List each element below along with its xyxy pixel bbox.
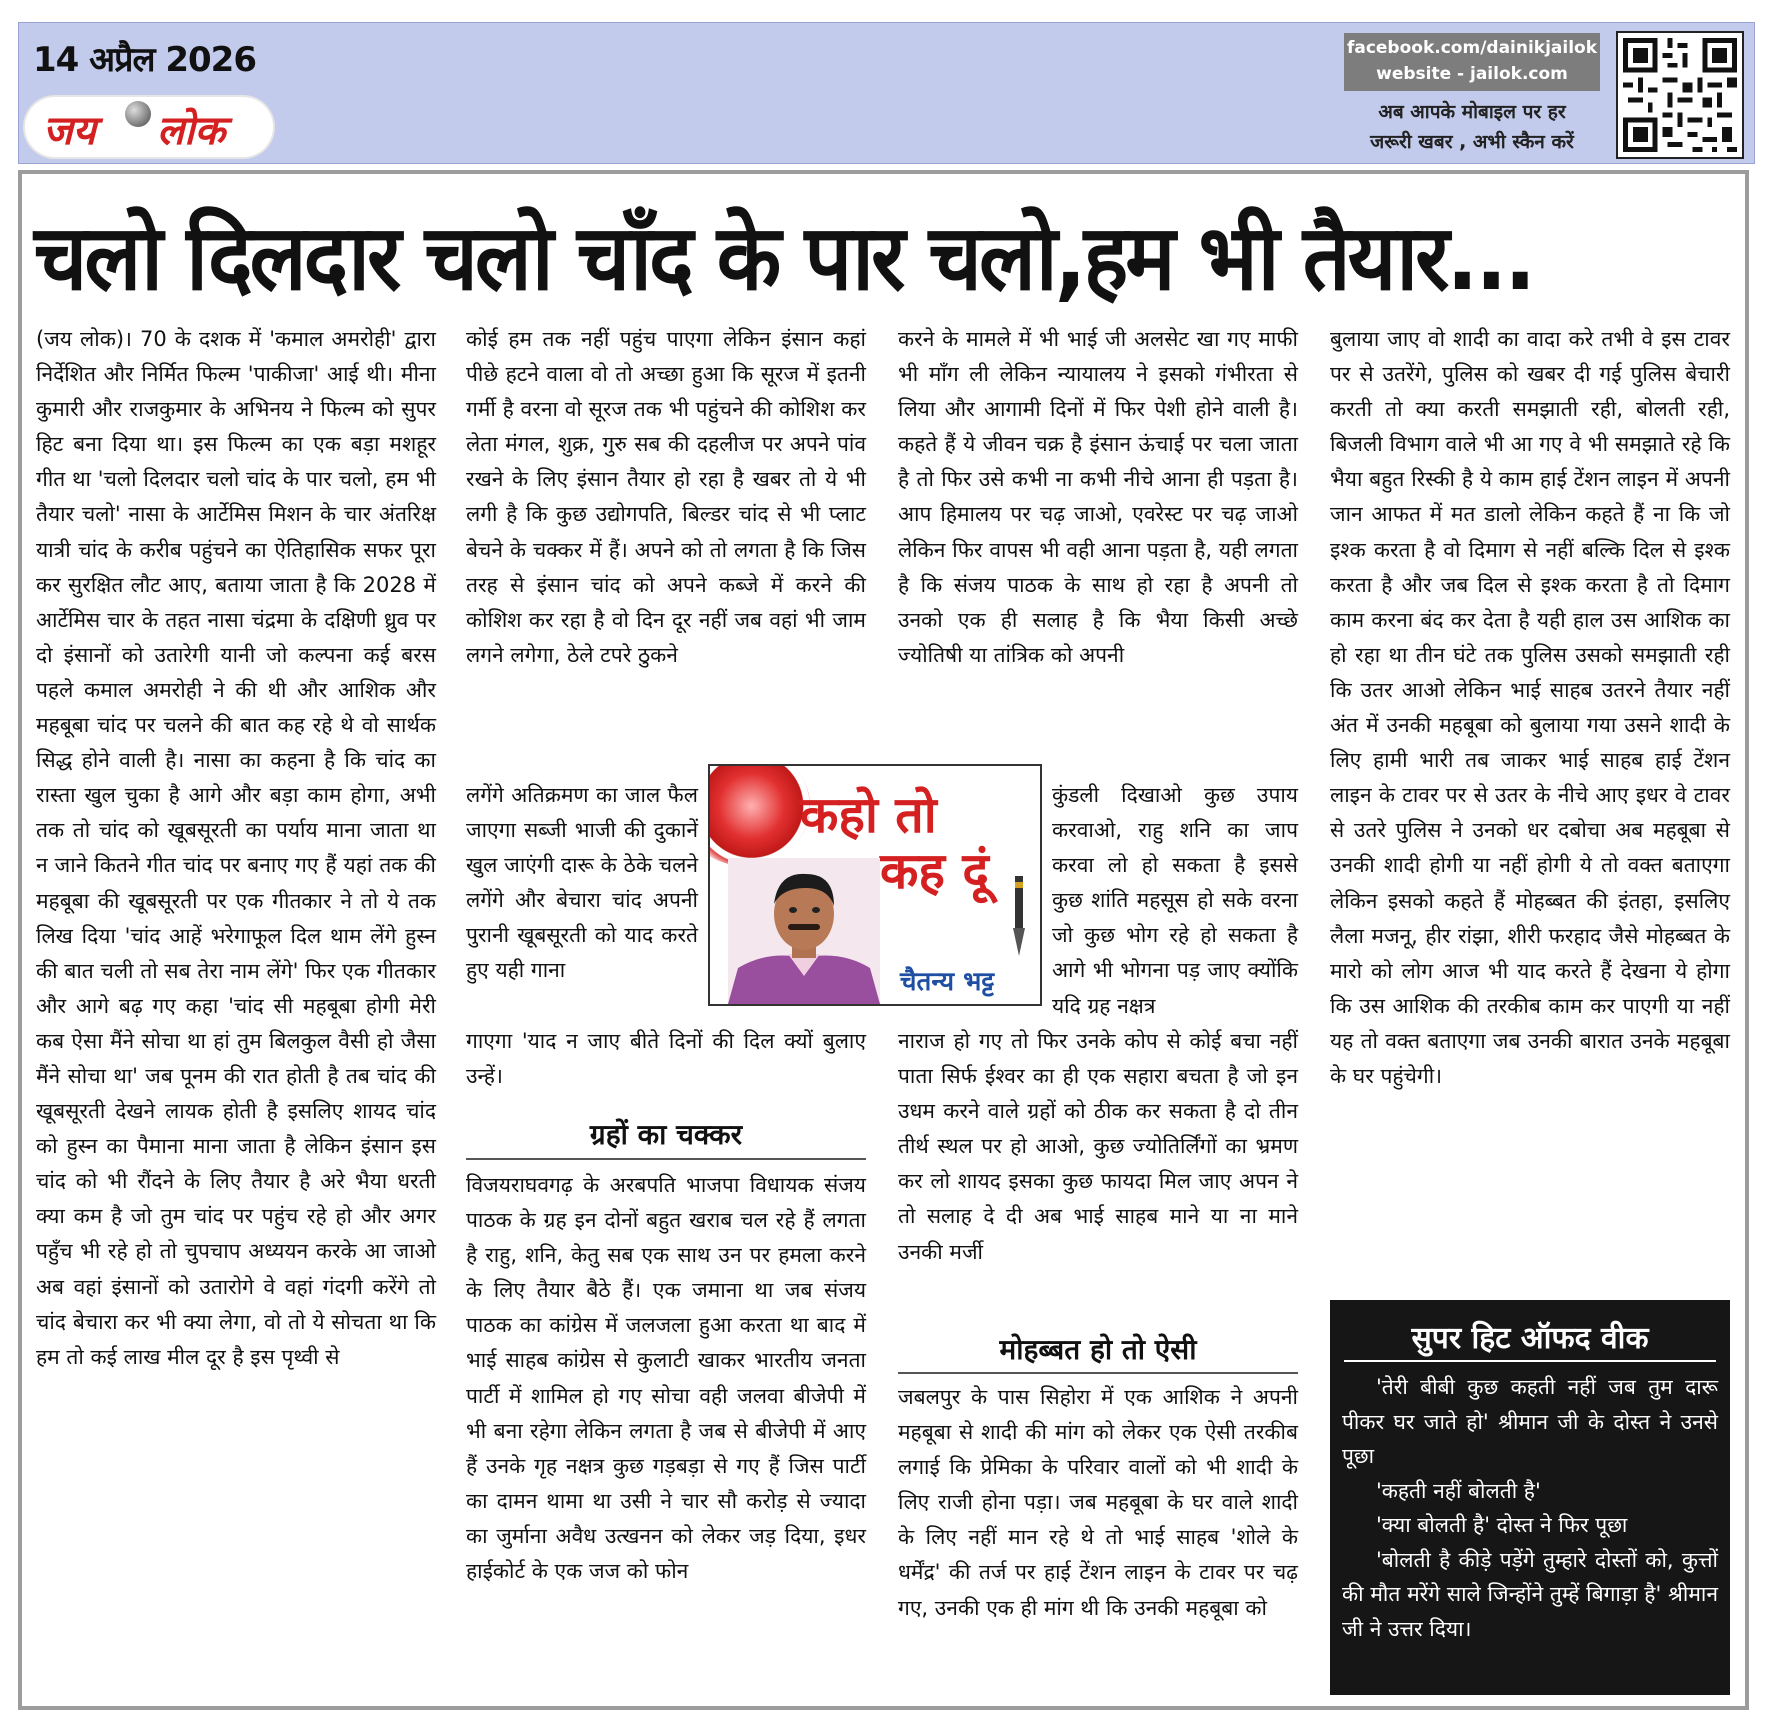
column-4 xyxy=(1330,322,1730,1094)
super-hit-rule xyxy=(1344,1360,1716,1362)
super-hit-box xyxy=(1330,1300,1730,1695)
column-3-mid-text: कुंडली दिखाओ कुछ उपाय करवाओ, राहु शनि का जाप करवा लो हो सकता है इससे कुछ शांति महसूस हो सके वरना जो कुछ भोग रहे हो सकता है आगे भी भोगना पड़ जाए क्योंकि यदि ग्रह नक्षत्र xyxy=(1052,783,1298,1018)
section-heading-grahon: ग्रहों का चक्कर xyxy=(589,1118,743,1151)
column-2-mid xyxy=(466,778,698,989)
column-3-top-text: करने के मामले में भी भाई जी अलसेट खा गए माफी भी माँग ली लेकिन न्यायालय ने इसको गंभीरता से लिया और आगामी दिनों में फिर पेशी होने वाली है। कहते हैं ये जीवन चक्र है इंसान ऊंचाई पर चला जाता है तो फिर उसे कभी ना कभी नीचे आना ही पड़ता है। आप हिमालय पर चढ़ जाओ, एवरेस्ट पर चढ़ जाओ लेकिन फिर वापस भी वही आना पड़ता है, यही लगता है कि संजय पाठक के साथ हो रहा है अपनी तो उनको एक ही सलाह है कि भैया किसी अच्छे ज्योतिषी या तांत्रिक को अपनी xyxy=(898,327,1298,667)
callout-title-line2: कह दूं xyxy=(880,842,989,900)
pen-nib-icon xyxy=(1010,876,1028,956)
newspaper-logo[interactable] xyxy=(25,97,273,157)
super-hit-body xyxy=(1342,1370,1718,1646)
column-3-bottom-text: नाराज हो गए तो फिर उनके कोप से कोई बचा नहीं पाता सिर्फ ईश्वर का ही एक सहारा बचता है जो इन उधम करने वाले ग्रहों को ठीक कर सकता है दो तीन तीर्थ स्थल पर हो आओ, कुछ ज्योतिर्लिंगों का भ्रमण कर लो शायद इसका कुछ फायदा मिल जाए अपन ने तो सलाह दे दी अब भाई साहब माने या ना माने उनकी मर्जी xyxy=(898,1029,1298,1264)
column-4-text: बुलाया जाए वो शादी का वादा करे तभी वे इस टावर पर से उतरेंगे, पुलिस को खबर दी गई पुलिस बेचारी करती तो क्या करती समझाती रही, बोलती रही, बिजली विभाग वाले भी आ गए वे भी समझाते रहे कि भैया बहुत रिस्की है ये काम हाई टेंशन लाइन में अपनी जान आफत में मत डालो लेकिन कहते हैं ना कि जो इश्क करता है वो दिमाग से नहीं बल्कि दिल से इश्क करता है और जब दिल से इश्क करता है तो दिमाग काम करना बंद कर देता है यही हाल उस आशिक का हो रहा था तीन घंटे तक पुलिस उसको समझाती रही कि उतर आओ लेकिन भाई साहब उतरने तैयार नहीं अंत में उनकी महबूबा को बुलाया गया उसने शादी के लिए हामी भारी तब जाकर भाई साहब हाई टेंशन लाइन के टावर पर से उतर के नीचे आए इधर वे टावर से उतरे पुलिस ने उनको धर दबोचा अब महबूबा से उनकी शादी होगी या नहीं होगी ये तो वक्त बताएगा लेकिन इसको कहते हैं मोहब्बत की इंतहा, इसलिए लैला मजनू, हीर रांझा, शीरी फरहाद जैसे मोहब्बत के मारो को लोग आज भी याद करते हैं देखना ये होगा कि उस आशिक की तरकीब काम कर पाएगी या नहीं यह तो वक्त बताएगा जब उनकी बारात उनके महबूबा के घर पहुंचेगी। xyxy=(1330,327,1730,1088)
callout-title-line1: कहो तो xyxy=(800,786,937,844)
section-mohabbat-text: जबलपुर के पास सिहोरा में एक आशिक ने अपनी महबूबा से शादी की मांग को लेकर एक ऐसी तरकीब लगाई कि प्रेमिका के परिवार वालों को भी शादी के लिए राजी होना पड़ा। जब महबूबा के घर वाले शादी के लिए नहीं मान रहे थे तो भाई साहब 'शोले के धर्मेंद्र' की तर्ज पर हाई टेंशन लाइन के टावर पर चढ़ गए, उनकी एक ही मांग थी कि उनकी महबूबा को xyxy=(898,1385,1298,1620)
masthead xyxy=(18,22,1755,164)
column-2-top xyxy=(466,322,866,673)
super-hit-line: 'कहती नहीं बोलती है' xyxy=(1376,1478,1541,1503)
column-3-mid xyxy=(1052,778,1298,1024)
mobile-promo-line2: जरूरी खबर , अभी स्कैन करें xyxy=(1370,131,1574,153)
facebook-link[interactable]: facebook.com/dainikjailok xyxy=(1346,38,1598,58)
super-hit-title: सुपर हिट ऑफद वीक xyxy=(1411,1321,1649,1356)
logo-text-right: लोक xyxy=(157,108,226,154)
column-2-top-text: कोई हम तक नहीं पहुंच पाएगा लेकिन इंसान कहां पीछे हटने वाला वो तो अच्छा हुआ कि सूरज में इतनी गर्मी है वरना वो सूरज तक भी पहुंचने की कोशिश कर लेता मंगल, शुक्र, गुरु सब की दहलीज पर अपने पांव रखने के लिए इंसान तैयार हो रहा है खबर तो ये भी लगी है कि कुछ उद्योगपति, बिल्डर चांद से भी प्लाट बेचने के चक्कर में हैं। अपने को तो लगता है कि जिस तरह से इंसान चांद को अपने कब्जे में करने की कोशिश कर रहा है वो दिन दूर नहीं जब वहां भी जाम लगने लगेगा, ठेले टपरे ठुकने xyxy=(466,327,866,667)
section-rule xyxy=(898,1372,1298,1374)
website-link[interactable]: website - jailok.com xyxy=(1376,64,1568,84)
globe-icon xyxy=(125,101,151,127)
column-2-mid-text: लगेंगे अतिक्रमण का जाल फैल जाएगा सब्जी भाजी की दुकानें खुल जाएंगी दारू के ठेके चलने लगेंगे और बेचारा चांद अपनी पुरानी खूबसूरती को याद करते हुए यही गाना xyxy=(466,783,698,983)
column-2-bottom xyxy=(466,1024,866,1094)
social-links-box xyxy=(1344,33,1600,91)
super-hit-line: 'क्या बोलती है' दोस्त ने फिर पूछा xyxy=(1376,1513,1628,1537)
mobile-promo-line1: अब आपके मोबाइल पर हर xyxy=(1378,101,1566,123)
issue-date: 14 अप्रैल 2026 xyxy=(33,40,256,80)
section-heading-mohabbat: मोहब्बत हो तो ऐसी xyxy=(999,1333,1197,1366)
mobile-promo xyxy=(1344,97,1600,157)
super-hit-line: 'तेरी बीबी कुछ कहती नहीं जब तुम दारू पीकर घर जाते हो' श्रीमान जी के दोस्त ने उनसे पूछा xyxy=(1342,1375,1718,1468)
columnist-name: चैतन्य भट्ट xyxy=(900,967,995,997)
column-2-bottom-text: गाएगा 'याद न जाए बीते दिनों की दिल क्यों बुलाए उन्हें। xyxy=(466,1029,866,1089)
section-grahon-body xyxy=(466,1168,866,1589)
column-3-top xyxy=(898,322,1298,673)
section-grahon-text: विजयराघवगढ़ के अरबपति भाजपा विधायक संजय पाठक के ग्रह इन दोनों बहुत खराब चल रहे हैं लगता है राहु, शनि, केतु सब एक साथ उन पर हमला करने के लिए तैयार बैठे हैं। एक जमाना था जब संजय पाठक का कांग्रेस में जलजला हुआ करता था बाद में भाई साहब कांग्रेस से कुलाटी खाकर भारतीय जनता पार्टी में शामिल हो गए सोचा वही जलवा बीजेपी में भी बना रहेगा लेकिन लगता है जब से बीजेपी में आए हैं उनके गृह नक्षत्र कुछ गड़बड़ा से गए हैं जिस पार्टी का दामन थामा था उसी ने चार सौ करोड़ से ज्यादा का जुर्माना अवैध उत्खनन को लेकर जड़ दिया, इधर हाईकोर्ट के एक जज को फोन xyxy=(466,1173,866,1584)
section-rule xyxy=(466,1158,866,1160)
logo-text-left: जय xyxy=(43,108,96,154)
column-3-bottom xyxy=(898,1024,1298,1270)
column-1-text: (जय लोक)। 70 के दशक में 'कमाल अमरोही' द्वारा निर्देशित और निर्मित फिल्म 'पाकीजा' आई थी। मीना कुमारी और राजकुमार के अभिनय ने फिल्म को सुपर हिट बना दिया था। इस फिल्म का एक बड़ा मशहूर गीत था 'चलो दिलदार चलो चांद के पार चलो, हम भी तैयार चलो' नासा के आर्टेमिस मिशन के चार अंतरिक्ष यात्री चांद के करीब पहुंचने का ऐतिहासिक सफर पूरा कर सुरक्षित लौट आए, बताया जाता है कि 2028 में आर्टेमिस चार के तहत नासा चंद्रमा के दक्षिणी ध्रुव पर दो इंसानों को उतारेगी यानी जो कल्पना कई बरस पहले कमाल अमरोही ने की थी और आशिक और महबूबा चांद पर चलने की बात कह रहे थे वो सार्थक सिद्ध होने वाली है। नासा का कहना है कि चांद का रास्ता खुल चुका है आगे और बड़ा काम होगा, अभी तक तो चांद को खूबसूरती का पर्याय माना जाता था न जाने कितने गीत चांद पर बनाए गए हैं यहां तक की महबूबा की खूबसूरती पर एक गीतकार ने तो ये तक लिख दिया 'चांद आहें भरेगाफूल दिल थाम लेंगे हुस्न की बात चली तो सब तेरा नाम लेंगे' फिर एक गीतकार और आगे बढ़ गए कहा 'चांद सी महबूबा होगी मेरी कब ऐसा मैंने सोचा था हां तुम बिलकुल वैसी हो जैसा मैंने सोचा था' जब पूनम की रात होती है तब चांद की खूबसूरती देखने लायक होती है इसलिए शायद चांद को हुस्न का पैमाना माना जाता है लेकिन इंसान इस चांद को भी रौंदने के लिए तैयार है अरे भैया धरती क्या कम है जो तुम चांद पर पहुंच रहे हो और अगर पहुँच भी रहे हो तो चुपचाप अध्ययन करके आ जाओ अब वहां इंसानों को उतारोगे वे वहां गंदगी करेंगे तो चांद बेचारा कर भी क्या लेगा, वो तो ये सोचता था कि हम तो कई लाख मील दूर है इस पृथ्वी से xyxy=(36,327,436,1369)
columnist-photo xyxy=(728,858,880,1004)
columnist-callout xyxy=(708,764,1042,1006)
red-swirl-icon xyxy=(708,764,810,866)
section-mohabbat-body xyxy=(898,1380,1298,1626)
super-hit-line: 'बोलती है कीड़े पड़ेंगे तुम्हारे दोस्तों को, कुत्तों की मौत मरेंगे साले जिन्होंने तुम्हें बिगाड़ा है' श्रीमान जी ने उत्तर दिया। xyxy=(1342,1547,1718,1641)
qr-code-icon[interactable] xyxy=(1616,31,1744,159)
headline: चलो दिलदार चलो चाँद के पार चलो,हम भी तैयार... xyxy=(34,204,1534,311)
column-1 xyxy=(36,322,436,1375)
